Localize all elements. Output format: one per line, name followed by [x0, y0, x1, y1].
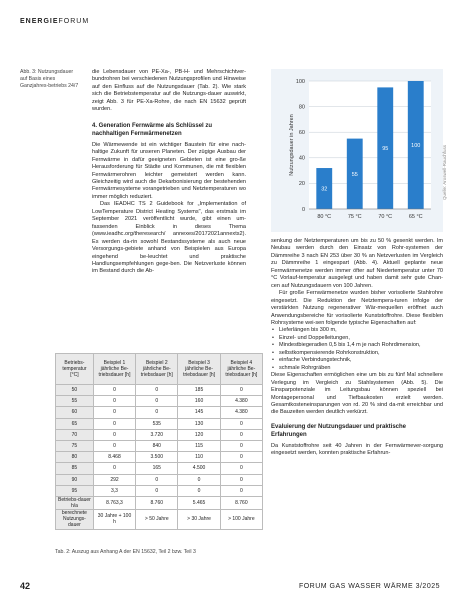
- section-header: ENERGIEFORUM: [20, 18, 90, 25]
- table-row: [56, 396, 263, 407]
- image-source: Quelle: Aroswell-Rauchfuss: [442, 144, 447, 200]
- table-header-cell: Beispiel 3 jährliche Be-triebsdauer [h]: [178, 354, 220, 385]
- table-row-header: 50: [56, 385, 94, 396]
- table-cell: 0: [178, 474, 220, 485]
- chart-svg: [271, 69, 443, 232]
- table-cell: 160: [178, 396, 220, 407]
- table-row-header: 60: [56, 407, 94, 418]
- list-item: • Mindestbiegeradien 0,5 bis 1,4 m je nach Rohrdimension,: [279, 342, 443, 349]
- table-cell: 5.465: [178, 496, 220, 509]
- table-cell: 115: [178, 440, 220, 451]
- operating-hours-table: [55, 353, 263, 530]
- table-cell: 8.468: [93, 452, 135, 463]
- table-caption: Tab. 2: Auszug aus Anhang A der EN 15632, Teil 2 bzw. Teil 3: [55, 549, 196, 555]
- table-cell: 840: [136, 440, 178, 451]
- table-cell: 30 Jahre + 100 h: [93, 509, 135, 529]
- table-cell: 0: [220, 485, 262, 496]
- table-cell: 0: [136, 485, 178, 496]
- table-row: [56, 509, 263, 529]
- table-cell: 4.380: [220, 396, 262, 407]
- figure-caption: Abb. 3: Nutzungsdauer auf Basis eines Ganzjahres-betriebs 24/7: [20, 69, 79, 89]
- table-header-cell: Beispiel 2 jährliche Be-triebsdauer [h]: [136, 354, 178, 385]
- table-cell: 4.500: [178, 463, 220, 474]
- x-tick-label: 65 °C: [408, 214, 423, 220]
- table-cell: 292: [93, 474, 135, 485]
- y-axis-label: Nutzungsdauer in Jahren: [289, 114, 295, 176]
- table-cell: 0: [220, 418, 262, 429]
- table-cell: 3.500: [136, 452, 178, 463]
- table-row-header: Betriebs-dauer h/a: [56, 496, 94, 509]
- table-cell: 0: [220, 440, 262, 451]
- table-cell: 0: [93, 418, 135, 429]
- bar-value-label: 100: [411, 143, 421, 149]
- x-tick-label: 75 °C: [347, 214, 362, 220]
- table-cell: 0: [220, 474, 262, 485]
- list-item: • selbstkompensierende Rohrkonstruktion,: [279, 350, 443, 357]
- table-cell: 0: [220, 463, 262, 474]
- y-tick-label: 100: [295, 78, 305, 85]
- paragraph: Für große Fernwärmenetze wurden bisher vorisolierte Stahlrohre eingesetzt. Die Reduktion der Netztempera-turen infolge der verstärkten Nutzung regenerativer Wär-mequellen eröffnet auch Anwendungsbereiche für vorisolierte Kunststoffrohre. Diese flexiblen Rohrsysteme wei-sen folgende typische Eigenschaften auf:: [271, 290, 443, 326]
- table-row: [56, 429, 263, 440]
- paragraph: Das IEADHC TS 2 Guidebook for „Implementation of LowTemperature District Heating Systems", das erstmals im September 2021 veröffentlicht wurde, gibt einen um-fassenden Einblick in dieses Thema (www.ieadhc.org/theresearch/ annexes/20172021annexts2). Es werden da-rin sowohl Bestandssysteme als auch neue Versorgungs-gebiete anhand von Beispielen aus Europa eingehend be-leuchtet und praktische Handlungsempfehlungen gege-ben. Die Netzverluste können im Bestand durch die Ab-: [92, 201, 246, 275]
- y-tick-label: 40: [298, 155, 305, 162]
- table-header-cell: Beispiel 1 jährliche Be-triebsdauer [h]: [93, 354, 135, 385]
- paragraph: die Lebensdauer von PE-Xa-, PB-H- und Mehrschichtver-bundrohren bei verschiedenen Nutzungsprofilen und Hinweise auf den Einfluss auf die Nutzungsdauer (Tab. 2). Wie stark sich die Betriebstemperatur auf die Nutzungs-dauer auswirkt, zeigt Abb. 3 für PE-Xa-Rohre, die nach EN 15632 geprüft wurden.: [92, 69, 246, 113]
- table-cell: 185: [178, 385, 220, 396]
- paragraph: Die Wärmewende ist ein wichtiger Baustein für eine nach-haltige Zukunft für unseren Planeten. Der zügige Ausbau der Fernwärme in dafür geeigneten Gebieten ist eine gro-ße Herausforderung für Städte und Kommunen, die mit flexiblen Fernwärmerohren leichter gemeistert werden kann. Gleichzeitig wird auch die Dekarbonisierung der bestehenden Fernwärmesysteme vorangetrieben und Netztemperaturen wo immer möglich reduziert.: [92, 141, 246, 200]
- y-tick-label: 60: [298, 130, 305, 136]
- table-header-cell: Betriebs-temperatur [°C]: [56, 354, 94, 385]
- table-cell: 0: [93, 463, 135, 474]
- table-header-cell: Beispiel 4 jährliche Be-triebsdauer [h]: [220, 354, 262, 385]
- list-item: • Einzel- und Doppelleitungen,: [279, 335, 443, 342]
- table-cell: 0: [136, 407, 178, 418]
- journal-name: FORUM GAS WASSER WÄRME 3/2025: [298, 583, 440, 590]
- table-row: [56, 485, 263, 496]
- table-cell: 4.380: [220, 407, 262, 418]
- table-cell: > 30 Jahre: [178, 509, 220, 529]
- table-cell: 535: [136, 418, 178, 429]
- section-heading: Evaluierung der Nutzungsdauer und praktische Erfahrungen: [271, 423, 407, 438]
- bar-value-label: 32: [321, 186, 328, 193]
- table-row: [56, 463, 263, 474]
- table-row-header: 65: [56, 418, 94, 429]
- table-cell: 0: [93, 385, 135, 396]
- y-tick-label: 80: [298, 104, 305, 111]
- bar-value-label: 95: [382, 146, 389, 153]
- table-cell: 0: [136, 396, 178, 407]
- section-heading: 4. Generation Fernwärme als Schlüssel zu nachhaltigen Fernwärmenetzen: [92, 122, 213, 137]
- page-number: 42: [20, 581, 31, 591]
- table-cell: 0: [220, 429, 262, 440]
- table-row-header: 85: [56, 463, 94, 474]
- text-column-right: [271, 238, 443, 458]
- property-list: [271, 327, 443, 372]
- table-cell: > 100 Jahre: [220, 509, 262, 529]
- table-row-header: 95: [56, 485, 94, 496]
- table-cell: 0: [93, 407, 135, 418]
- table-cell: 0: [178, 485, 220, 496]
- table-row: [56, 452, 263, 463]
- bar-chart: [271, 69, 443, 232]
- table-row: [56, 496, 263, 509]
- table-row-header: berechnete Nutzungs-dauer: [56, 509, 94, 529]
- table-cell: 120: [178, 429, 220, 440]
- table-cell: 3,3: [93, 485, 135, 496]
- table-cell: 0: [220, 452, 262, 463]
- table-cell: 8.760: [220, 496, 262, 509]
- table-cell: 165: [136, 463, 178, 474]
- table-row-header: 70: [56, 429, 94, 440]
- table-row: [56, 474, 263, 485]
- y-tick-label: 0: [301, 206, 305, 213]
- table-cell: 8.763,3: [93, 496, 135, 509]
- list-item: • einfache Verbindungstechnik,: [279, 357, 443, 364]
- table-cell: 145: [178, 407, 220, 418]
- x-tick-label: 80 °C: [317, 214, 332, 220]
- table-cell: 3.720: [136, 429, 178, 440]
- table-cell: 8.760: [136, 496, 178, 509]
- list-item: • Lieferlängen bis 300 m,: [279, 327, 443, 334]
- table-header-row: [56, 354, 263, 385]
- table-row: [56, 385, 263, 396]
- table-cell: 0: [136, 474, 178, 485]
- text-column-left: [92, 69, 246, 276]
- table-row: [56, 407, 263, 418]
- paragraph: senkung der Netztemperaturen um bis zu 50 % gesenkt werden. Im Neubau werden durch den Einsatz von Rohr-systemen der Dämmreihe 3 nach EN 253 über 30 % an Netzverlusten im Vergleich zu Dämmreihe 1 eingespart (Abb. 4). Aktuell geplante neue Fernwärmenetze werden immer öfter auf Niedertemperatur unter 70 °C Vorlauf-temperatur ausgelegt und haben damit sehr gute Chan-cen auf Nutzungsdauern von 100 Jahren.: [271, 238, 443, 289]
- table-row-header: 75: [56, 440, 94, 451]
- table-row: [56, 418, 263, 429]
- table-cell: 0: [93, 396, 135, 407]
- table-row-header: 55: [56, 396, 94, 407]
- table-cell: 0: [136, 385, 178, 396]
- table-row-header: 90: [56, 474, 94, 485]
- table-cell: > 50 Jahre: [136, 509, 178, 529]
- table-cell: 130: [178, 418, 220, 429]
- table-cell: 0: [93, 429, 135, 440]
- list-item: • schmale Rohrgräben: [279, 365, 443, 372]
- table-row-header: 80: [56, 452, 94, 463]
- paragraph: Diese Eigenschaften ermöglichen eine um bis zu fünf Mal schnellere Verlegung im Vergleich zu Stahlsystemen (Abb. 5). Die Einsparpotenziale im Leitungsbau können speziell bei Montagepersonal und Tiefbaukosten erzielt werden. Gesamtkosteneinsparungen von rd. 20 % sind da-mit erreichbar und die Bauzeiten werden deutlich verkürzt.: [271, 372, 443, 416]
- table-cell: 0: [93, 440, 135, 451]
- paragraph: Da Kunststoffrohre seit 40 Jahren in der Fernwärmever-sorgung eingesetzt werden, konnten praktische Erfahrun-: [271, 442, 443, 457]
- y-tick-label: 20: [298, 181, 305, 188]
- x-tick-label: 70 °C: [378, 214, 393, 220]
- bar-value-label: 55: [351, 171, 358, 178]
- table-cell: 110: [178, 452, 220, 463]
- table-row: [56, 440, 263, 451]
- table-cell: 0: [220, 385, 262, 396]
